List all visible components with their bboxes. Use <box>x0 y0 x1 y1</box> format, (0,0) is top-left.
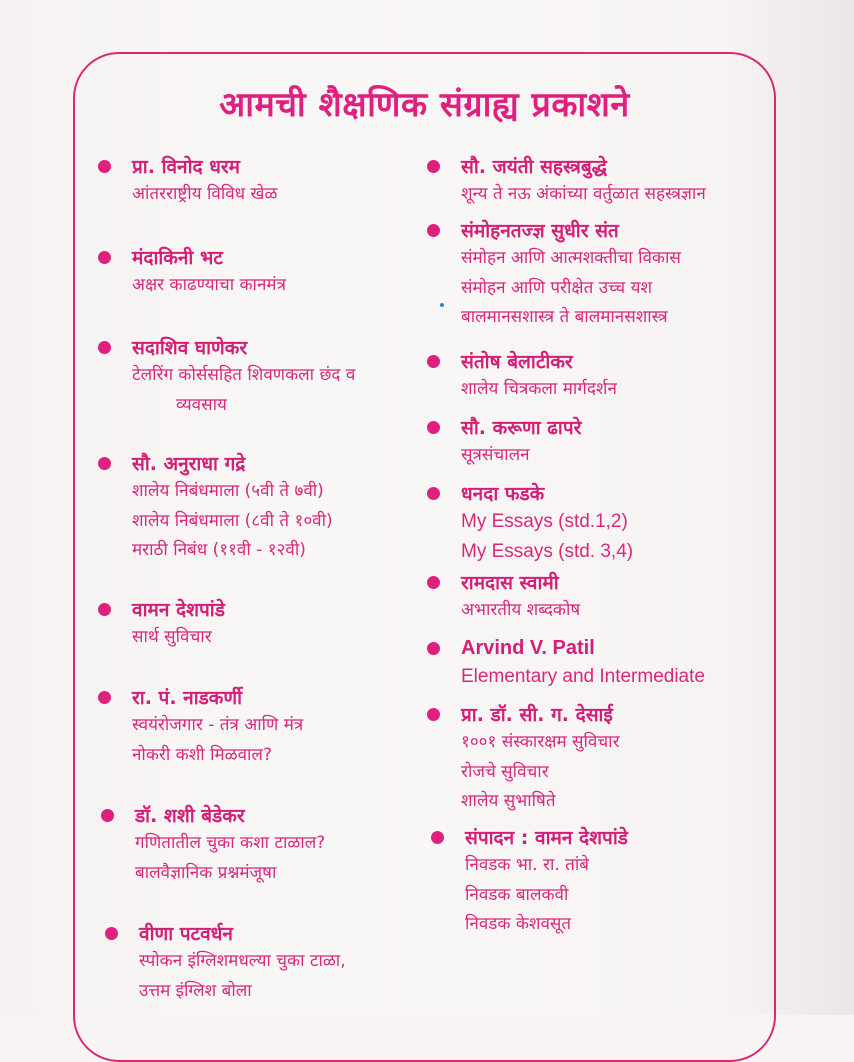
author-entry <box>427 347 617 405</box>
book-title: बालवैज्ञानिक प्रश्नमंजूषा <box>135 862 277 883</box>
author-entry <box>98 449 333 566</box>
author-entry <box>98 683 303 770</box>
book-title: सूत्रसंचालन <box>461 445 530 465</box>
bullet-icon <box>427 708 440 721</box>
author-entry <box>101 801 325 888</box>
author-name: संपादन : वामन देशपांडे <box>465 827 628 849</box>
author-name: Arvind V. Patil <box>461 636 595 659</box>
author-name: रा. पं. नाडकर्णी <box>132 687 243 709</box>
bullet-icon <box>98 341 111 354</box>
author-entry <box>427 634 705 692</box>
book-title: शालेय निबंधमाला (८वी ते १०वी) <box>132 510 333 531</box>
bullet-icon <box>427 421 440 434</box>
bullet-icon <box>427 160 440 173</box>
book-title: बालमानसशास्त्र ते बालमानसशास्त्र <box>461 307 668 327</box>
book-title: शालेय निबंधमाला (५वी ते ७वी) <box>132 481 324 501</box>
bullet-icon <box>105 927 118 940</box>
bullet-icon <box>98 160 111 173</box>
book-title: अभारतीय शब्दकोष <box>461 600 581 620</box>
bullet-icon <box>98 457 111 470</box>
author-name: सौ. जयंती सहस्त्रबुद्धे <box>461 156 607 178</box>
page-title: आमची शैक्षणिक संग्राह्य प्रकाशने <box>219 85 630 125</box>
author-entry <box>98 243 286 301</box>
bullet-icon <box>427 642 440 655</box>
book-title: शून्य ते नऊ अंकांच्या वर्तुळात सहस्त्रज्ञान <box>461 184 706 204</box>
book-title: सार्थ सुविचार <box>132 627 212 647</box>
book-title: अक्षर काढण्याचा कानमंत्र <box>132 275 286 295</box>
book-title: निवडक भा. रा. तांबे <box>465 855 589 875</box>
book-title: मराठी निबंध (११वी - १२वी) <box>132 540 306 560</box>
book-title: शालेय सुभाषिते <box>461 791 556 811</box>
book-title: संमोहन आणि आत्मशक्तीचा विकास <box>461 248 681 268</box>
bullet-icon <box>98 691 111 704</box>
author-entry <box>105 919 346 1006</box>
author-name: सौ. अनुराधा गद्रे <box>132 453 246 475</box>
book-title: स्पोकन इंग्लिशमधल्या चुका टाळा, <box>139 951 346 971</box>
author-entry <box>427 479 633 566</box>
book-title-continued: व्यवसाय <box>176 394 227 415</box>
author-name: प्रा. विनोद धरम <box>132 156 241 178</box>
author-name: वीणा पटवर्धन <box>139 923 233 945</box>
book-title: शालेय चित्रकला मार्गदर्शन <box>461 379 617 399</box>
book-title: आंतरराष्ट्रीय विविध खेळ <box>132 184 278 204</box>
author-entry <box>427 152 706 210</box>
author-name: धनदा फडके <box>461 483 545 505</box>
bullet-icon <box>427 576 440 589</box>
author-entry <box>427 413 581 471</box>
book-title: रोजचे सुविचार <box>461 761 549 782</box>
author-entry <box>427 700 620 817</box>
bullet-icon <box>427 487 440 500</box>
author-name: सौ. करूणा ढापरे <box>461 417 582 439</box>
author-entry <box>427 568 580 626</box>
bullet-icon <box>431 831 444 844</box>
author-entry <box>431 823 628 940</box>
book-title: स्वयंरोजगार - तंत्र आणि मंत्र <box>132 715 304 735</box>
book-title: निवडक केशवसूत <box>465 914 572 934</box>
author-name: मंदाकिनी भट <box>132 247 223 269</box>
book-title: Elementary and Intermediate <box>461 666 705 687</box>
book-title: My Essays (std. 3,4) <box>461 540 634 562</box>
author-name: सदाशिव घाणेकर <box>132 337 248 359</box>
author-name: संमोहनतज्ज्ञ सुधीर संत <box>461 220 619 242</box>
author-name: रामदास स्वामी <box>461 572 559 594</box>
book-title: नोकरी कशी मिळवाल? <box>132 744 272 765</box>
book-title: संमोहन आणि परीक्षेत उच्च यश <box>461 277 653 298</box>
author-entry <box>98 333 355 420</box>
author-entry <box>427 216 681 333</box>
book-title: १००१ संस्कारक्षम सुविचार <box>461 732 620 752</box>
book-title: My Essays (std.1,2) <box>461 511 628 532</box>
bullet-icon <box>101 809 114 822</box>
book-title: निवडक बालकवी <box>465 884 569 905</box>
bullet-icon <box>98 251 111 264</box>
author-name: वामन देशपांडे <box>132 599 225 621</box>
bullet-icon <box>427 224 440 237</box>
author-entry <box>98 152 277 210</box>
book-title: उत्तम इंग्लिश बोला <box>139 980 252 1001</box>
author-name: संतोष बेलाटीकर <box>461 351 573 373</box>
bullet-icon <box>427 355 440 368</box>
author-name: प्रा. डॉ. सी. ग. देसाई <box>461 704 613 726</box>
bullet-icon <box>98 603 111 616</box>
author-name: डॉ. शशी बेडेकर <box>135 805 245 827</box>
book-title: गणितातील चुका कशा टाळाल? <box>135 833 326 853</box>
author-entry <box>98 595 225 653</box>
book-title: टेलरिंग कोर्ससहित शिवणकला छंद व <box>132 365 356 385</box>
